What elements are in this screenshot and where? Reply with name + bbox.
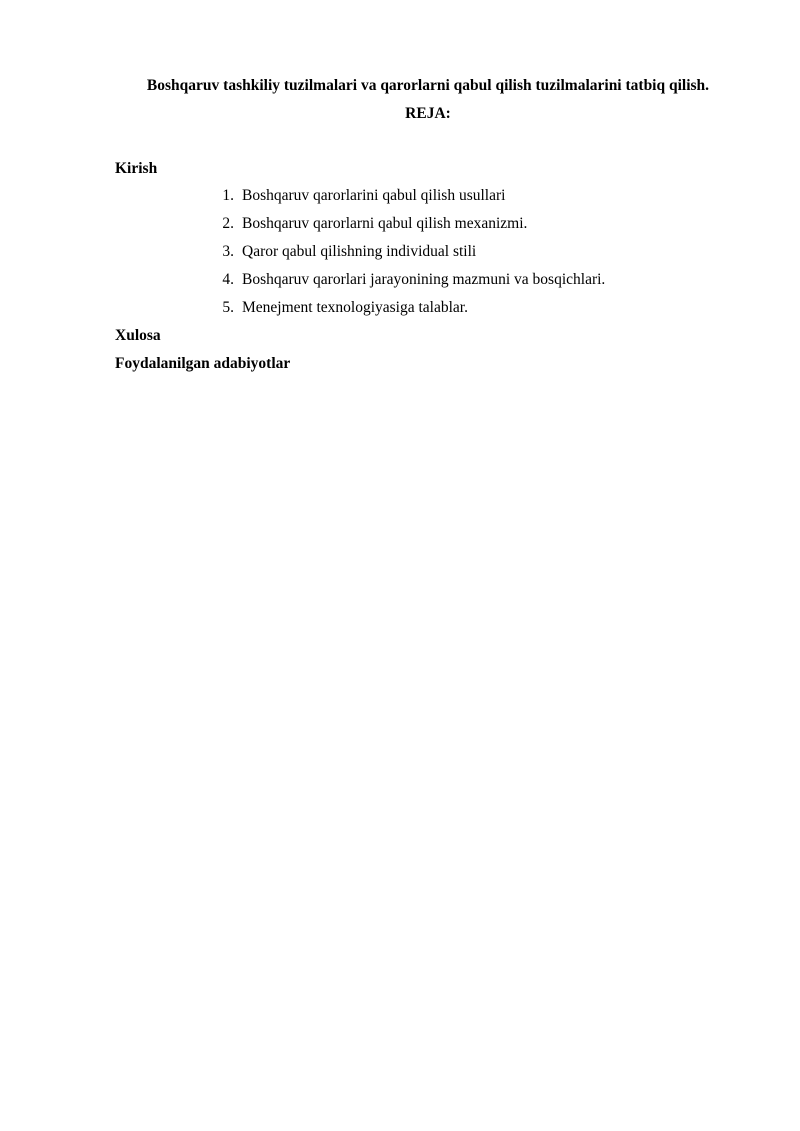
plan-item-text: Menejment texnologiyasiga talablar.: [242, 299, 468, 316]
references-heading: Foydalanilgan adabiyotlar: [115, 355, 291, 372]
plan-item-text: Qaror qabul qilishning individual stili: [242, 243, 477, 260]
plan-item-number: 3.: [222, 243, 234, 260]
plan-item-text: Boshqaruv qarorlarini qabul qilish usullari: [242, 187, 506, 204]
plan-item: [200, 298, 605, 326]
conclusion-heading: Xulosa: [115, 327, 161, 344]
plan-item: [200, 214, 605, 242]
plan-item-text: Boshqaruv qarorlari jarayonining mazmuni va bosqichlari.: [242, 271, 606, 288]
plan-item-number: 1.: [222, 187, 234, 204]
plan-item: [200, 270, 605, 298]
plan-item-number: 4.: [222, 271, 234, 288]
plan-item-number: 2.: [222, 215, 234, 232]
plan-item-number: 5.: [222, 299, 234, 316]
plan-item: [200, 242, 605, 270]
plan-item: [200, 186, 605, 214]
plan-heading: REJA:: [405, 105, 451, 122]
plan-list: [200, 186, 605, 326]
intro-heading: Kirish: [115, 160, 158, 177]
plan-item-text: Boshqaruv qarorlarni qabul qilish mexanizmi.: [242, 215, 528, 232]
document-title: Boshqaruv tashkiliy tuzilmalari va qarorlarni qabul qilish tuzilmalarini tatbiq qilish.: [146, 77, 710, 94]
